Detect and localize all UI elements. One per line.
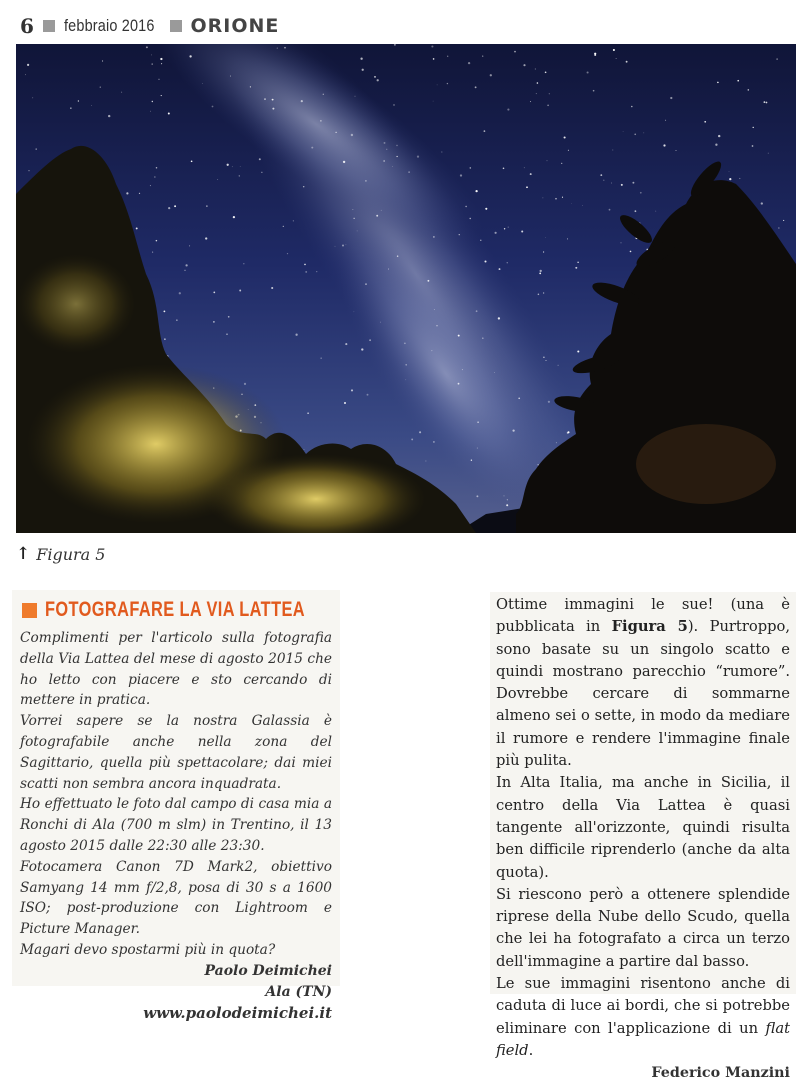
- star: [480, 240, 481, 241]
- star: [499, 268, 501, 270]
- star: [108, 115, 110, 117]
- star: [626, 61, 628, 63]
- star: [239, 175, 240, 176]
- star: [543, 198, 544, 199]
- star: [154, 176, 155, 177]
- star: [164, 338, 166, 340]
- reply-paragraph: Si riescono però a ottenere splendide riprese della Nube dello Scudo, quella che lei ha fotografato a circa un terzo dell'immagine a partire dal basso.: [496, 885, 790, 970]
- star: [362, 69, 364, 71]
- star: [345, 343, 347, 345]
- star: [434, 309, 435, 310]
- star: [611, 183, 612, 184]
- star: [594, 54, 596, 56]
- star: [380, 322, 381, 323]
- star: [518, 397, 520, 399]
- figure-reference: Figura 5: [611, 618, 688, 636]
- issue-date: febbraio 2016: [63, 16, 155, 35]
- star: [433, 441, 435, 443]
- star: [417, 156, 419, 158]
- star: [577, 350, 579, 352]
- star: [283, 226, 284, 227]
- star: [369, 339, 371, 341]
- star: [475, 190, 477, 192]
- star: [567, 431, 569, 433]
- star: [161, 63, 162, 64]
- star: [543, 292, 544, 293]
- star: [259, 158, 261, 160]
- star: [158, 79, 159, 80]
- star: [202, 83, 203, 84]
- star: [228, 316, 230, 318]
- star: [179, 292, 181, 294]
- star: [631, 106, 633, 108]
- star: [240, 166, 241, 167]
- star: [102, 61, 103, 62]
- star: [239, 290, 241, 292]
- star: [320, 120, 321, 121]
- star: [536, 93, 537, 94]
- star: [640, 192, 642, 194]
- star: [35, 148, 36, 149]
- star: [436, 325, 437, 326]
- star: [277, 48, 278, 49]
- star: [593, 90, 595, 92]
- star: [311, 147, 313, 149]
- star: [261, 172, 262, 173]
- star: [152, 252, 153, 253]
- letter-paragraph: Ho effettuato le foto dal campo di casa mia a Ronchi di Ala (700 m slm) in Trentino, il 13 agosto 2015 dalle 22:30 alle 23:30.: [20, 796, 332, 854]
- star: [475, 86, 477, 88]
- star: [778, 227, 779, 228]
- star: [504, 495, 505, 496]
- star: [284, 47, 286, 49]
- star: [482, 55, 483, 56]
- star: [335, 132, 336, 133]
- star: [621, 184, 623, 186]
- star: [484, 260, 486, 262]
- star: [609, 209, 611, 211]
- star: [355, 96, 356, 97]
- star: [226, 333, 228, 335]
- star: [357, 231, 358, 232]
- star: [146, 46, 148, 48]
- star: [189, 55, 191, 57]
- star: [503, 168, 505, 170]
- star: [304, 449, 305, 450]
- star: [295, 334, 297, 336]
- star: [191, 160, 193, 162]
- star: [717, 82, 719, 84]
- star: [205, 237, 207, 239]
- letter-paragraph: Fotocamera Canon 7D Mark2, obiettivo Samyang 14 mm f/2,8, posa di 30 s a 1600 ISO; post-produzione con Lightroom e Picture Manager.: [20, 858, 332, 938]
- star: [545, 71, 547, 73]
- star: [404, 342, 406, 344]
- star: [665, 120, 666, 121]
- star: [547, 104, 549, 106]
- star: [393, 104, 394, 105]
- star: [361, 348, 363, 350]
- star: [524, 167, 525, 168]
- star: [577, 262, 578, 263]
- star: [351, 134, 353, 136]
- star: [764, 101, 766, 103]
- star: [556, 442, 557, 443]
- figure-caption: [16, 544, 105, 564]
- star: [243, 263, 244, 264]
- star: [543, 357, 545, 359]
- star: [354, 311, 355, 312]
- star: [568, 150, 569, 151]
- star: [562, 197, 563, 198]
- star: [264, 98, 266, 100]
- star: [564, 136, 566, 138]
- reader-letter: [12, 590, 340, 1022]
- star: [433, 101, 434, 102]
- star: [477, 448, 478, 449]
- star: [783, 220, 784, 221]
- letter-title: FOTOGRAFARE LA VIA LATTEA: [45, 598, 305, 621]
- star: [613, 49, 615, 51]
- star: [729, 171, 730, 172]
- star: [495, 232, 497, 234]
- star: [482, 337, 484, 339]
- milky-way-photo: [16, 44, 796, 533]
- letter-body: [20, 628, 332, 1024]
- star: [156, 167, 158, 169]
- star: [365, 180, 367, 182]
- star: [538, 464, 539, 465]
- star: [396, 145, 397, 146]
- star: [561, 163, 562, 164]
- star: [397, 255, 398, 256]
- star: [377, 79, 379, 81]
- star: [582, 205, 583, 206]
- star: [739, 178, 740, 179]
- star: [476, 310, 478, 312]
- star: [437, 85, 438, 86]
- star: [523, 64, 525, 66]
- star: [360, 58, 362, 60]
- star: [458, 383, 460, 385]
- letter-headline: [22, 598, 378, 622]
- star: [543, 251, 544, 252]
- star: [408, 171, 410, 173]
- star: [250, 86, 251, 87]
- figure-caption-text: Figura 5: [36, 544, 106, 564]
- star: [427, 280, 429, 282]
- star: [603, 180, 604, 181]
- star: [405, 364, 407, 366]
- star: [232, 166, 233, 167]
- star: [78, 100, 79, 101]
- star: [490, 74, 492, 76]
- star: [729, 178, 731, 180]
- star: [555, 198, 557, 200]
- star: [476, 495, 478, 497]
- star: [365, 283, 367, 285]
- star: [217, 179, 218, 180]
- star: [507, 499, 508, 500]
- letter-paragraph: Vorrei sapere se la nostra Galassia è fotografabile anche nella zona del Sagittario, quella più spettacolare; dai miei scatti non sembra ancora inquadrata.: [20, 713, 332, 792]
- star: [244, 383, 246, 385]
- star: [468, 62, 470, 64]
- star: [174, 205, 176, 207]
- star: [168, 207, 170, 209]
- star: [571, 203, 572, 204]
- star: [737, 80, 739, 82]
- star: [477, 421, 479, 423]
- star: [344, 402, 346, 404]
- star: [655, 211, 656, 212]
- star: [623, 131, 624, 132]
- star: [530, 101, 531, 102]
- star: [335, 246, 336, 247]
- star: [397, 156, 398, 157]
- star: [494, 372, 495, 373]
- star: [304, 264, 306, 266]
- star: [212, 106, 214, 108]
- star: [150, 111, 151, 112]
- star: [184, 270, 185, 271]
- star: [185, 264, 187, 266]
- star: [301, 100, 303, 102]
- star: [469, 218, 470, 219]
- star: [425, 461, 426, 462]
- reply-paragraph: In Alta Italia, ma anche in Sicilia, il centro della Via Lattea è quasi tangente all'orizzonte, quindi risulta ben difficile riprenderlo (anche da alta quota).: [496, 774, 790, 881]
- orange-square-icon: [22, 603, 37, 618]
- star: [643, 133, 644, 134]
- star: [508, 227, 509, 228]
- star: [354, 218, 355, 219]
- page-header: [20, 10, 279, 42]
- star: [126, 192, 128, 194]
- star: [447, 56, 448, 57]
- star: [761, 202, 763, 204]
- star: [303, 186, 304, 187]
- star: [353, 209, 354, 210]
- magazine-name: ORIONE: [190, 15, 280, 37]
- page-number: 6: [20, 14, 34, 38]
- star: [768, 153, 769, 154]
- star: [433, 236, 435, 238]
- star: [367, 394, 369, 396]
- star: [32, 97, 33, 98]
- star: [271, 287, 273, 289]
- signature-place: Ala (TN): [265, 983, 332, 1000]
- signature-website: www.paolodeimichei.it: [143, 1003, 332, 1022]
- reply-body: [496, 594, 790, 1085]
- star: [442, 152, 443, 153]
- star: [546, 360, 547, 361]
- star: [530, 173, 532, 175]
- star: [549, 93, 550, 94]
- star: [612, 150, 613, 151]
- reply-text: Ottime immagini le sue! (una è pubblicata in: [496, 596, 790, 636]
- star: [384, 142, 386, 144]
- star: [176, 319, 177, 320]
- star: [635, 210, 637, 212]
- star: [526, 186, 528, 188]
- star: [419, 431, 421, 433]
- letter-signature: [20, 961, 332, 1024]
- reply-author: Federico Manzini: [651, 1065, 790, 1082]
- star: [507, 109, 509, 111]
- star: [587, 71, 589, 73]
- star: [670, 97, 672, 99]
- star: [376, 215, 378, 217]
- reply-text: ). Purtroppo, sono basate su un singolo scatto e quindi mostrano parecchio “rumore”. Dovrebbe cercare di sommarne almeno sei o sette, in modo da mediare il rumore e rendere l'immagine finale più pulita.: [496, 618, 791, 770]
- star: [575, 267, 577, 269]
- reply-paragraph: [496, 594, 790, 772]
- star: [535, 69, 536, 70]
- star: [431, 45, 433, 47]
- star: [160, 58, 162, 60]
- star: [548, 401, 550, 403]
- letter-paragraph: Magari devo spostarmi più in quota?: [20, 941, 276, 958]
- star: [676, 150, 677, 151]
- star: [305, 271, 307, 273]
- star: [343, 161, 345, 163]
- star: [512, 429, 514, 431]
- star: [465, 206, 466, 207]
- star: [537, 82, 539, 84]
- star: [776, 58, 777, 59]
- star: [213, 321, 215, 323]
- star: [307, 412, 309, 414]
- star: [558, 365, 559, 366]
- star: [460, 174, 462, 176]
- star: [504, 228, 505, 229]
- star: [484, 130, 486, 132]
- star: [470, 167, 472, 169]
- star: [374, 76, 376, 78]
- star: [316, 271, 317, 272]
- star: [748, 89, 750, 91]
- star: [151, 63, 152, 64]
- star: [136, 227, 138, 229]
- signature-name: Paolo Deimichei: [204, 962, 332, 979]
- star: [70, 108, 71, 109]
- star: [547, 160, 548, 161]
- reply-text: .: [528, 1041, 534, 1059]
- star: [405, 379, 406, 380]
- separator-square: [43, 20, 55, 32]
- star: [514, 51, 516, 53]
- star: [139, 193, 140, 194]
- star: [432, 350, 433, 351]
- star: [346, 244, 347, 245]
- star: [25, 74, 26, 75]
- reply-paragraph: [496, 973, 790, 1062]
- star: [459, 234, 460, 235]
- star: [621, 243, 622, 244]
- star: [458, 335, 460, 337]
- star: [485, 208, 487, 210]
- star: [540, 270, 542, 272]
- star: [506, 504, 508, 506]
- star: [233, 216, 235, 218]
- star: [323, 94, 324, 95]
- star: [630, 251, 632, 253]
- star: [272, 108, 274, 110]
- star: [600, 174, 602, 176]
- flat-field-term: flat field: [496, 1019, 790, 1059]
- star: [342, 244, 344, 246]
- star: [753, 127, 754, 128]
- star: [168, 113, 170, 115]
- star: [752, 145, 754, 147]
- star: [152, 101, 153, 102]
- star: [632, 182, 634, 184]
- star: [392, 166, 393, 167]
- star: [272, 99, 274, 101]
- star: [616, 58, 617, 59]
- star: [287, 253, 288, 254]
- star: [433, 58, 435, 60]
- star: [227, 164, 229, 166]
- star: [663, 144, 665, 146]
- star: [567, 238, 568, 239]
- editor-reply: [490, 592, 796, 1082]
- star: [206, 205, 207, 206]
- separator-square: [170, 20, 182, 32]
- star: [498, 317, 500, 319]
- star: [150, 185, 151, 186]
- star: [121, 92, 122, 93]
- star: [538, 294, 540, 296]
- star: [471, 460, 472, 461]
- star: [156, 240, 158, 242]
- star: [28, 170, 29, 171]
- star: [161, 95, 162, 96]
- star: [462, 369, 463, 370]
- star: [151, 55, 152, 56]
- star: [766, 102, 768, 104]
- reply-text: Le sue immagini risentono anche di caduta di luce ai bordi, che si potrebbe eliminare con l'applicazione di un: [496, 975, 790, 1037]
- letter-paragraph: Complimenti per l'articolo sulla fotografia della Via Lattea del mese di agosto 2015 che ho letto con piacere e sto cercando di mettere in pratica.: [20, 630, 332, 709]
- star: [539, 273, 541, 275]
- star: [447, 83, 448, 84]
- star: [718, 135, 720, 137]
- star: [213, 292, 215, 294]
- star: [381, 210, 382, 211]
- star: [521, 230, 523, 232]
- up-arrow-icon: ↑: [16, 544, 31, 564]
- star: [411, 438, 413, 440]
- star: [545, 237, 546, 238]
- star: [189, 245, 190, 246]
- star: [507, 262, 508, 263]
- star: [715, 144, 717, 146]
- star: [27, 64, 29, 66]
- star: [163, 310, 165, 312]
- star: [91, 105, 92, 106]
- star: [388, 269, 389, 270]
- star: [704, 121, 706, 123]
- star: [293, 220, 294, 221]
- star: [351, 389, 353, 391]
- star: [634, 133, 636, 135]
- star: [230, 76, 231, 77]
- star: [386, 149, 387, 150]
- star: [383, 160, 384, 161]
- star: [321, 358, 322, 359]
- star: [100, 87, 101, 88]
